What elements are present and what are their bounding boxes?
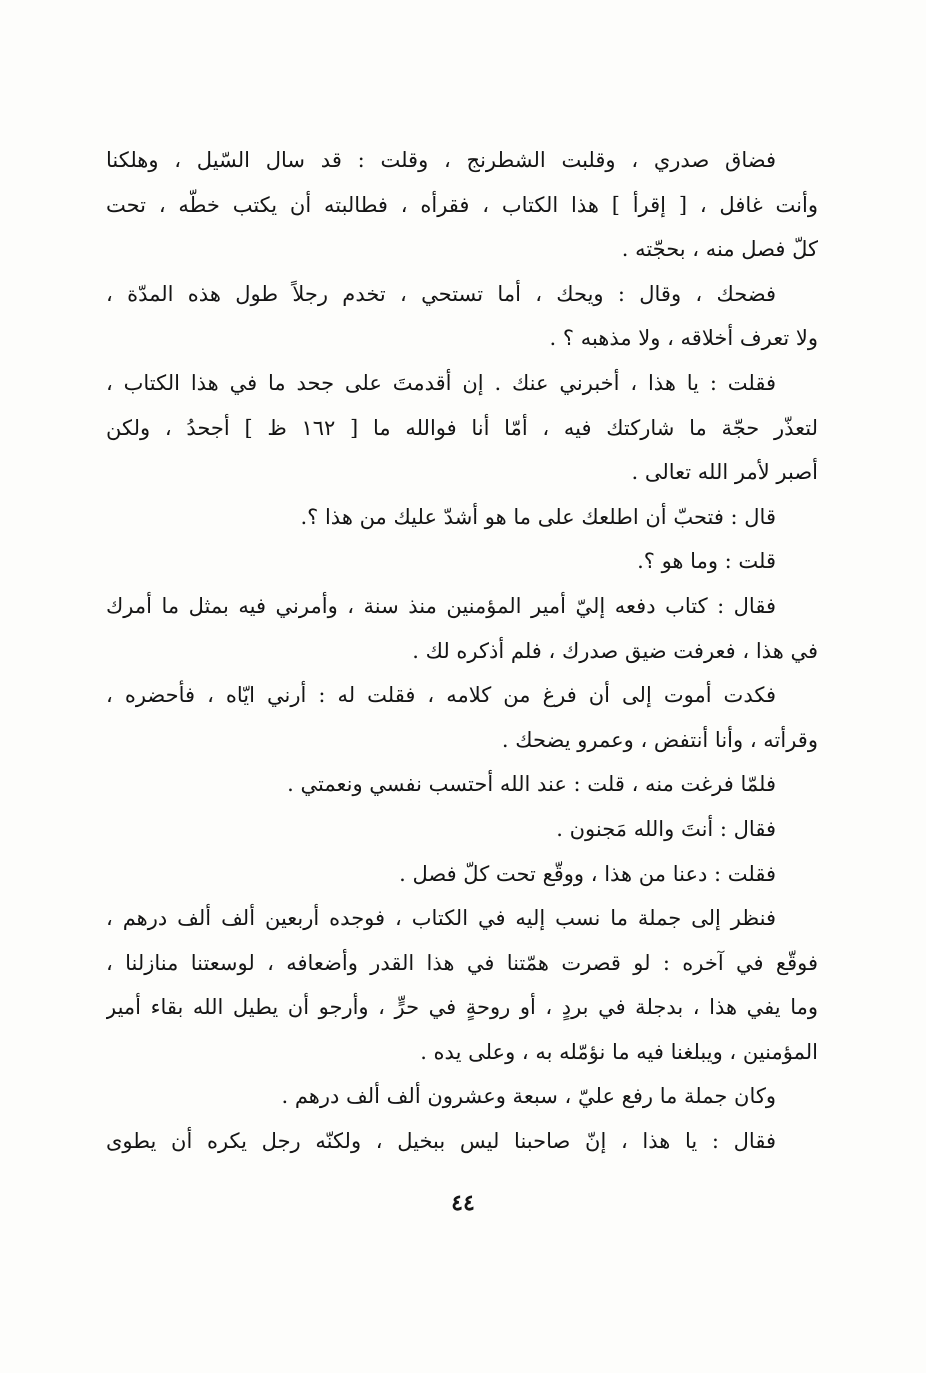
text-line: وأنت غافل ، [ إقرأ ] هذا الكتاب ، فقرأه ، فطالبته أن يكتب خطّه ، تحت xyxy=(106,192,818,217)
text-line: لتعذّر حجّة ما شاركتك فيه ، أمّا أنا فوالله ما [ ١٦٢ ظ ] أجحدُ ، ولكن xyxy=(106,415,818,440)
text-line: ولا تعرف أخلاقه ، ولا مذهبه ؟ . xyxy=(549,326,818,351)
text-line: قلت : وما هو ؟. xyxy=(637,549,776,574)
text-line: فقال : كتاب دفعه إليّ أمير المؤمنين منذ سنة ، وأمرني فيه بمثل ما أمرك xyxy=(106,593,776,618)
text-line: وكان جملة ما رفع عليّ ، سبعة وعشرون ألف ألف درهم . xyxy=(281,1084,776,1109)
text-line: كلّ فصل منه ، بحجّته . xyxy=(621,237,818,262)
text-line: فضحك ، وقال : ويحك ، أما تستحي ، تخدم رجلاً طول هذه المدّة ، xyxy=(106,281,776,306)
body-text xyxy=(106,138,818,1164)
text-line: فقال : يا هذا ، إنّ صاحبنا ليس ببخيل ، ولكنّه رجل يكره أن يطوى xyxy=(106,1129,776,1154)
text-line: فلمّا فرغت منه ، قلت : عند الله أحتسب نفسي ونعمتي . xyxy=(287,772,776,797)
text-line: في هذا ، فعرفت ضيق صدرك ، فلم أذكره لك . xyxy=(412,638,818,663)
text-line: أصبر لأمر الله تعالى . xyxy=(631,460,818,485)
text-line: فضاق صدري ، وقلبت الشطرنج ، وقلت : قد سال السّيل ، وهلكنا xyxy=(106,148,776,172)
text-line: فنظر إلى جملة ما نسب إليه في الكتاب ، فوجده أربعين ألف ألف درهم ، xyxy=(106,906,776,931)
text-line: فكدت أموت إلى أن فرغ من كلامه ، فقلت له : أرني ايّاه ، فأحضره ، xyxy=(106,683,776,708)
text-line: فوقّع في آخره : لو قصرت همّتنا في هذا القدر وأضعافه ، لوسعتنا منازلنا ، xyxy=(106,950,818,975)
text-line: قال : فتحبّ أن اطلعك على ما هو أشدّ عليك من هذا ؟. xyxy=(300,504,776,529)
text-line: فقلت : دعنا من هذا ، ووقّع تحت كلّ فصل . xyxy=(399,861,776,886)
text-line: وما يفي هذا ، بدجلة في بردٍ ، أو روحةٍ في حرٍّ ، وأرجو أن يطيل الله بقاء أمير xyxy=(106,995,818,1020)
page-number: ٤٤ xyxy=(451,1190,475,1216)
text-line: فقلت : يا هذا ، أخبرني عنك . إن أقدمتَ على جحد ما في هذا الكتاب ، xyxy=(106,370,776,395)
text-line: وقرأته ، وأنا أنتفض ، وعمرو يضحك . xyxy=(501,727,818,752)
text-line: فقال : أنتَ والله مَجنون . xyxy=(556,816,776,841)
text-line: المؤمنين ، ويبلغنا فيه ما نؤمّله به ، وعلى يده . xyxy=(420,1039,818,1064)
